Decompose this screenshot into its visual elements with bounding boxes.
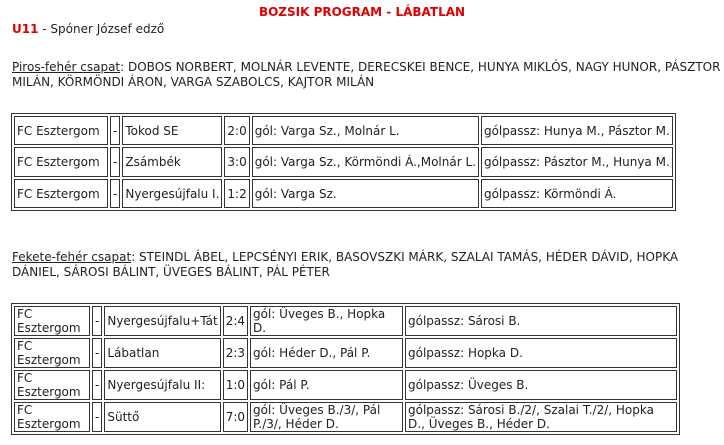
separator: - [92, 370, 102, 400]
score: 2:3 [223, 338, 248, 368]
away-team: Nyergesújfalu II: [104, 370, 220, 400]
away-team: Nyergesújfalu I. [122, 179, 222, 208]
age-group-line [12, 22, 164, 36]
away-team: Süttő [104, 402, 220, 432]
goals: gól: Héder D., Pál P. [250, 338, 403, 368]
team2-label: Fekete-fehér csapat [12, 250, 132, 264]
assists: gólpassz: Sárosi B./2/, Szalai T./2/, Hopka D., Üveges B., Héder D. [405, 402, 677, 432]
assists: gólpassz: Sárosi B. [405, 306, 677, 336]
team1-players: : DOBOS NORBERT, MOLNÁR LEVENTE, DERECSKEI BENCE, HUNYA MIKLÓS, NAGY HUNOR, PÁSZTOR MILÁN, KÖRMÖNDI ÁRON, VARGA SZABOLCS, KAJTOR MILÁN [12, 60, 721, 89]
page-title: BOZSIK PROGRAM - LÁBATLAN [258, 5, 466, 19]
score: 1:0 [223, 370, 248, 400]
score: 2:4 [223, 306, 248, 336]
goals: gól: Varga Sz., Körmöndi Á.,Molnár L. [252, 147, 479, 177]
table-row [14, 116, 673, 145]
goals: gól: Pál P. [250, 370, 403, 400]
assists: gólpassz: Pásztor M., Hunya M. [481, 147, 673, 177]
table-row [14, 147, 673, 177]
separator: - [110, 147, 120, 177]
coach-name: - Spóner József edző [38, 22, 165, 36]
home-team: FC Esztergom [14, 179, 108, 208]
score: 7:0 [223, 402, 248, 432]
score: 2:0 [224, 116, 249, 145]
team2-players: : STEINDL ÁBEL, LEPCSÉNYI ERIK, BASOVSZKI MÁRK, SZALAI TAMÁS, HÉDER DÁVID, HOPKA DÁNIEL, SÁROSI BÁLINT, ÜVEGES BÁLINT, PÁL PÉTER [12, 250, 679, 279]
goals: gól: Üveges B., Hopka D. [250, 306, 403, 336]
home-team: FC Esztergom [14, 147, 108, 177]
home-team: FC Esztergom [14, 370, 90, 400]
table-row [14, 402, 677, 432]
separator: - [110, 116, 120, 145]
team2-roster [12, 250, 724, 280]
goals: gól: Üveges B./3/, Pál P./3/, Héder D. [250, 402, 403, 432]
team1-results-table [11, 113, 676, 211]
team1-label: Piros-fehér csapat [12, 60, 121, 74]
team1-roster [12, 60, 724, 90]
table-row [14, 338, 677, 368]
assists: gólpassz: Hunya M., Pásztor M. [481, 116, 673, 145]
away-team: Zsámbék [122, 147, 222, 177]
assists: gólpassz: Hopka D. [405, 338, 677, 368]
home-team: FC Esztergom [14, 338, 90, 368]
table-row [14, 179, 673, 208]
home-team: FC Esztergom [14, 306, 90, 336]
score: 1:2 [224, 179, 249, 208]
away-team: Tokod SE [122, 116, 222, 145]
table-row [14, 370, 677, 400]
separator: - [92, 402, 102, 432]
goals: gól: Varga Sz. [252, 179, 479, 208]
age-group-label: U11 [12, 22, 39, 36]
table-row [14, 306, 677, 336]
home-team: FC Esztergom [14, 116, 108, 145]
assists: gólpassz: Körmöndi Á. [481, 179, 673, 208]
team2-results-table [11, 303, 680, 435]
assists: gólpassz: Üveges B. [405, 370, 677, 400]
away-team: Lábatlan [104, 338, 220, 368]
away-team: Nyergesújfalu+Tát [104, 306, 220, 336]
score: 3:0 [224, 147, 249, 177]
home-team: FC Esztergom [14, 402, 90, 432]
separator: - [110, 179, 120, 208]
goals: gól: Varga Sz., Molnár L. [252, 116, 479, 145]
separator: - [92, 306, 102, 336]
separator: - [92, 338, 102, 368]
